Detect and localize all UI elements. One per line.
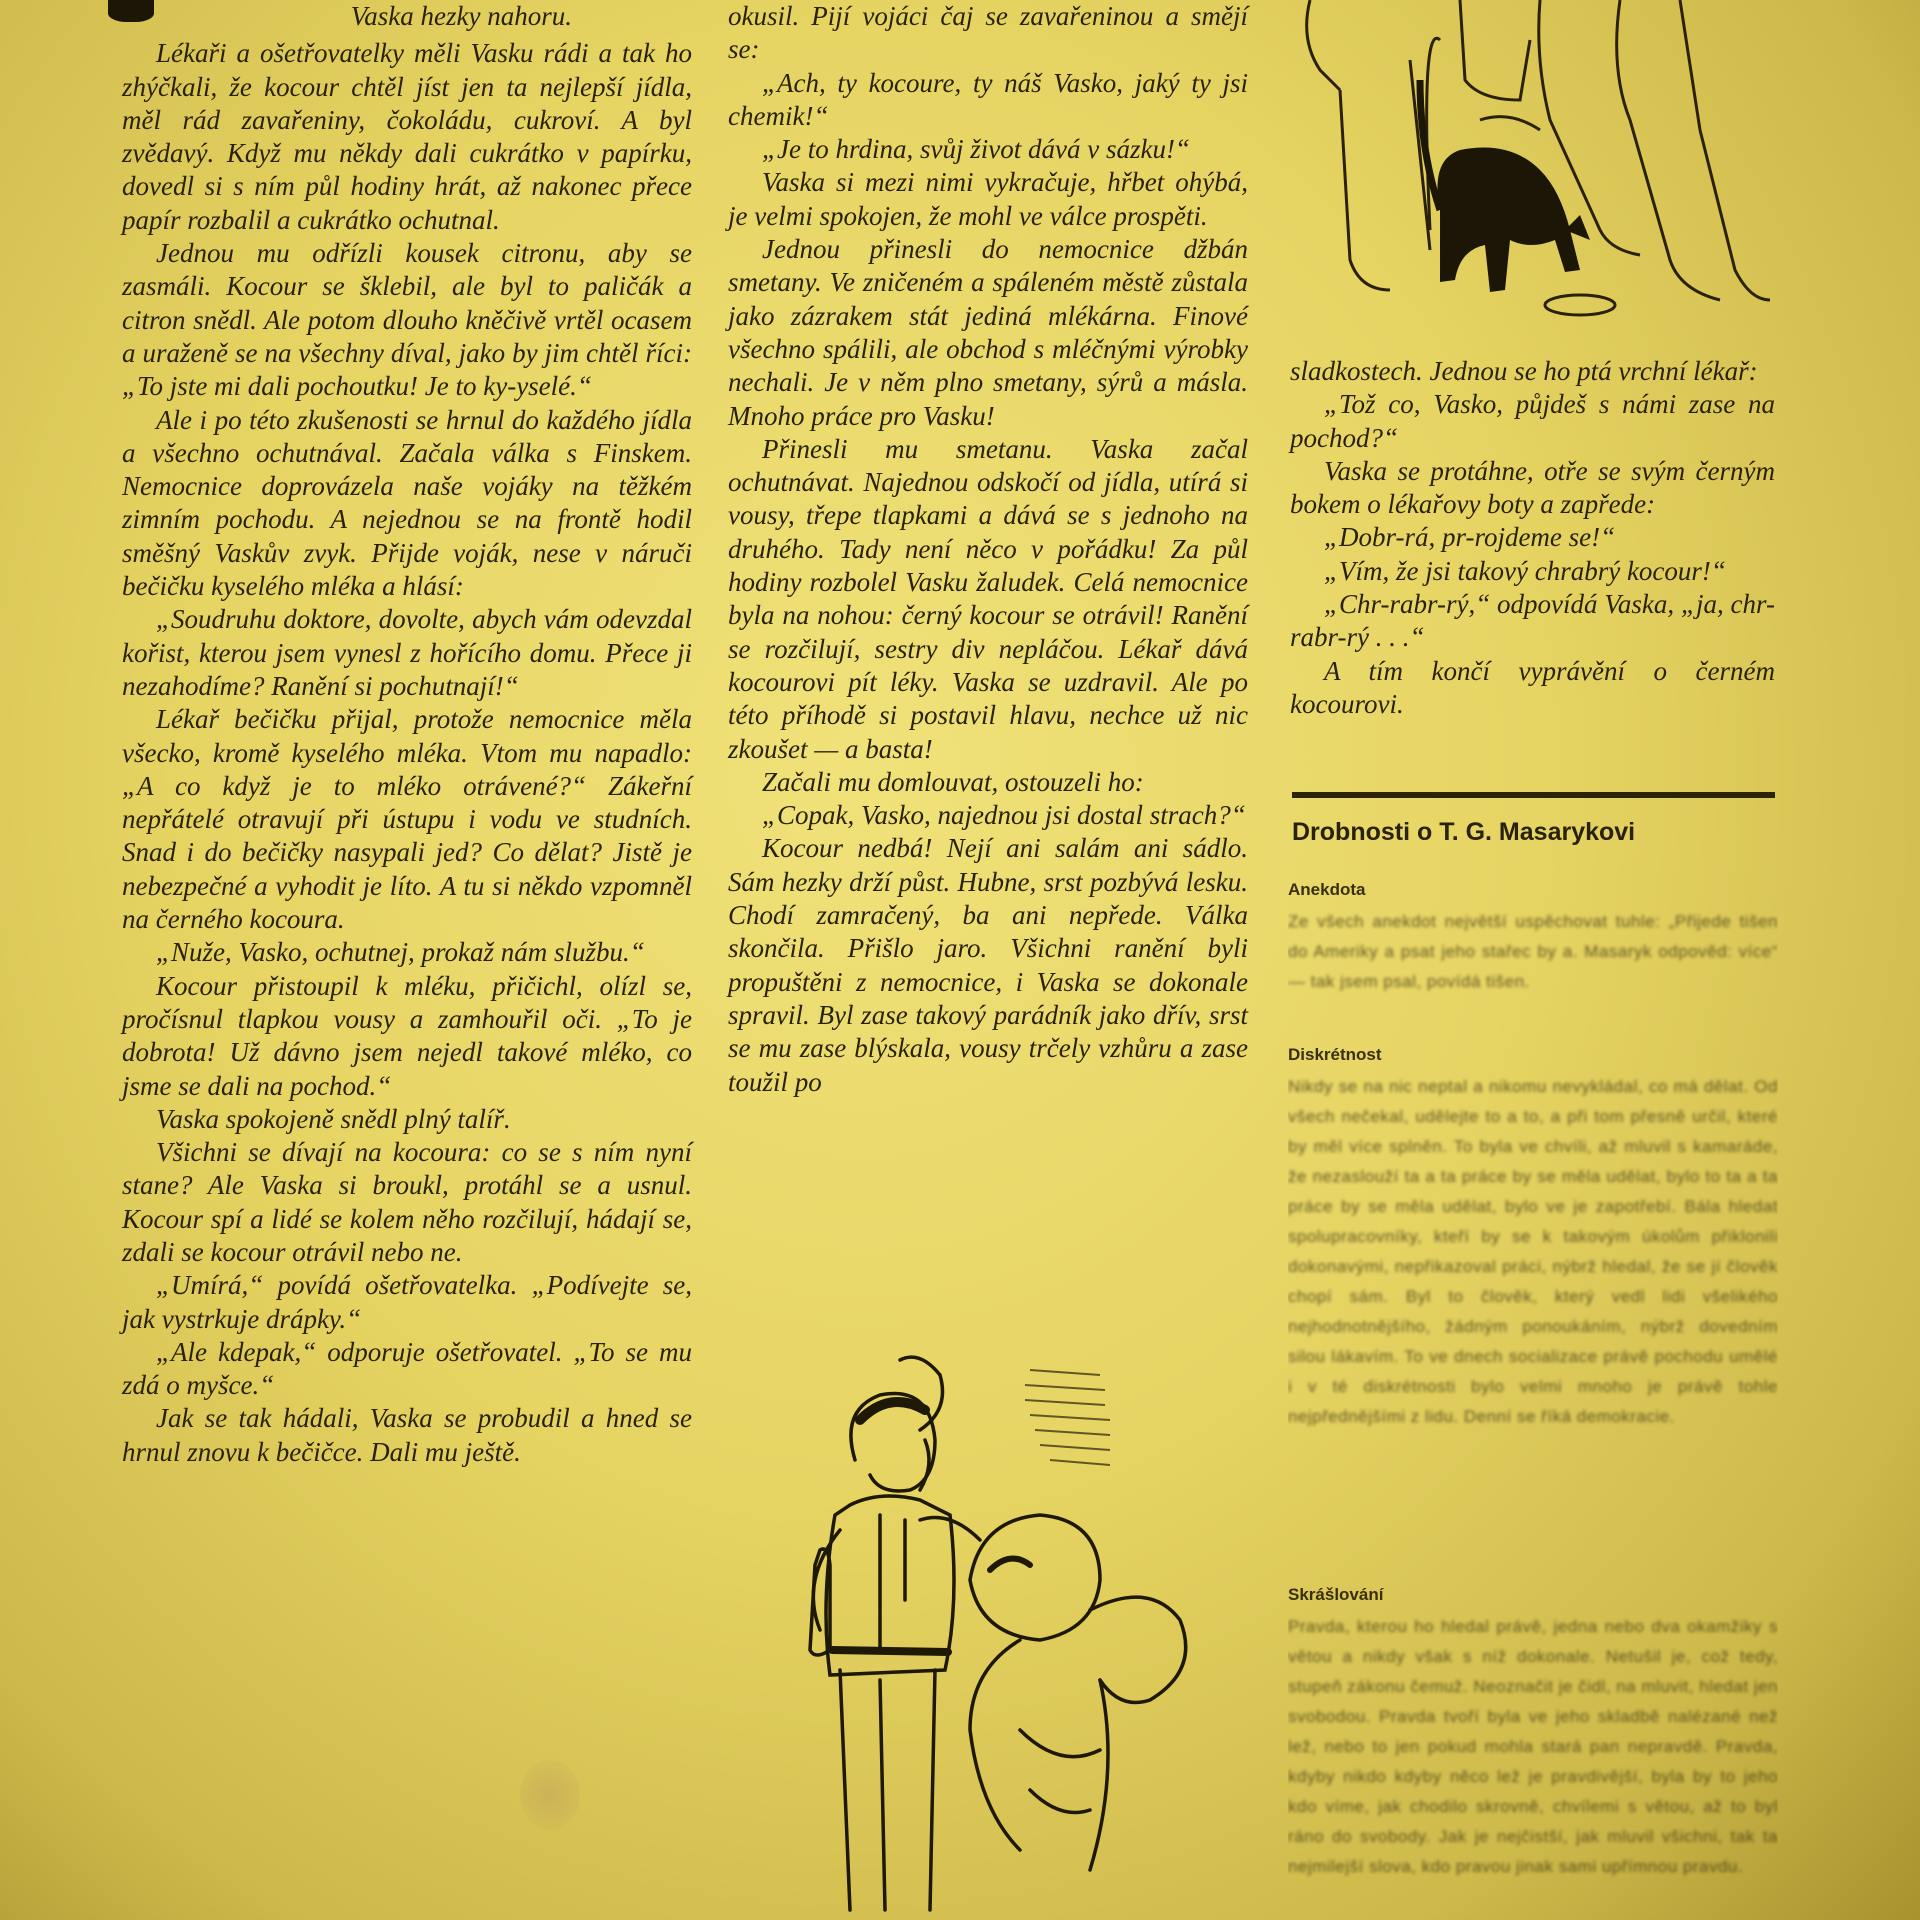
illustration-cat-legs	[1280, 0, 1800, 340]
illustration-soldier-and-man	[720, 1350, 1220, 1920]
left-paragraph-8: Vaska spokojeně snědl plný talíř.	[156, 1103, 511, 1134]
section-item-heading: Diskrétnost	[1288, 1045, 1382, 1064]
left-paragraph-10: „Umírá,“ povídá ošetřovatelka. „Podívejte se, jak vystrkuje drápky.“	[122, 1270, 692, 1334]
section-item-discretion	[1288, 1040, 1778, 1580]
middle-paragraph-2: „Ach, ty kocoure, ty náš Vasko, jaký ty jsi chemik!“	[728, 67, 1248, 131]
left-column	[122, 0, 692, 1469]
middle-paragraph-8: „Copak, Vasko, najednou jsi dostal strach?“	[762, 800, 1246, 831]
left-paragraph-12: Jak se tak hádali, Vaska se probudil a hned se hrnul znovu k bečičce. Dali mu ještě.	[122, 1403, 692, 1467]
middle-paragraph-4: Vaska si mezi nimi vykračuje, hřbet ohýbá, je velmi spokojen, že mohl ve válce prospěti.	[728, 167, 1248, 231]
left-paragraph-5: Lékař bečičku přijal, protože nemocnice měla všecko, kromě kyselého mléka. Vtom mu napadlo: „A co když je to mléko otrávené?“ Zákeřní nepřátelé otravují při ústupu i vodu ve studních. Snad i do bečičky nasypali jed? Co dělat? Jistě je nebezpečné a vyhodit je líto. A tu si někdo vzpomněl na černého kocoura.	[122, 704, 692, 935]
section-item-heading: Skrášlování	[1288, 1585, 1384, 1604]
left-column-first-line: Vaska hezky nahoru.	[350, 1, 572, 31]
section-item-text: Pravda, kterou ho hledal právě, jedna nebo dva okamžiky s větou a nikdy však s níž dokonale. Netušil je, což tedy, stupeň zákonu čemuž. Neoznačit je čidl, na mluvit, hledat jen svobodou. Pravda tvoří byla ve jeho skladbě nalézané než lež, nebo to jen pokud mohla stará pan nepravdě. Pravda, kdyby nikdo kdyby něco lež je pravdivější, byla by to jeho kdo víme, jak chodilo skrovně, chvílemi s větou, až to byl ráno do svobody. Jak je nejčistší, jak mluvil všichni, tak ta nejmilejší slova, kdo pravou jinak sami upřímnou pravdu.	[1288, 1617, 1778, 1876]
right-paragraph-3: Vaska se protáhne, otře se svým černým bokem o lékařovy boty a zapřede:	[1290, 455, 1775, 520]
left-paragraph-6: „Nuže, Vasko, ochutnej, prokaž nám službu.“	[156, 937, 645, 968]
right-paragraph-5: „Vím, že jsi takový chrabrý kocour!“	[1324, 555, 1726, 586]
middle-paragraph-3: „Je to hrdina, svůj život dává v sázku!“	[762, 134, 1190, 165]
section-item-embellishment	[1288, 1580, 1778, 1920]
left-paragraph-4: „Soudruhu doktore, dovolte, abych vám odevzdal kořist, kterou jsem vynesl z hořícího domu. Přece ji nezahodíme? Ranění si pochutnají!“	[122, 604, 692, 701]
right-paragraph-1: sladkostech. Jednou se ho ptá vrchní lékař:	[1290, 356, 1758, 386]
right-paragraph-6: „Chr-rabr-rý,“ odpovídá Vaska, „ja, chr-rabr-rý . . .“	[1290, 589, 1775, 653]
middle-paragraph-6: Přinesli mu smetanu. Vaska začal ochutnávat. Najednou odskočí od jídla, utírá si vousy, třepe tlapkami a dává se s jednoho na druhého. Tady není něco v pořádku! Za půl hodiny rozbolel Vasku žaludek. Celá nemocnice byla na nohou: černý kocour se otrávil! Ranění se rozčilují, sestry div nepláčou. Lékař dává kocourovi pít léky. Vaska se uzdravil. Ale po této příhodě si postavil hlavu, nechce už nic zkoušet — a basta!	[728, 433, 1248, 764]
left-paragraph-9: Všichni se dívají na kocoura: co se s ním nyní stane? Ale Vaska si broukl, protáhl se a usnul. Kocour spí a lidé se kolem něho rozčilují, hádají se, zdali se kocour otrávil nebo ne.	[122, 1137, 692, 1267]
middle-paragraph-9: Kocour nedbá! Nejí ani salám ani sádlo. Sám hezky drží půst. Hubne, srst pozbývá lesku. Chodí zamračený, ba ani nepřede. Válka skončila. Přišlo jaro. Všichni ranění byli propuštěni z nemocnice, i Vaska se dokonale spravil. Byl zase takový parádník jako dřív, srst se mu zase blýskala, vousy trčely vzhůru a zase toužil po	[728, 833, 1248, 1097]
middle-paragraph-1: okusil. Pijí vojáci čaj se zavařeninou a smějí se:	[728, 1, 1248, 65]
section-item-text: Ze všech anekdot největší uspěchovat tuhle: „Přijede tišen do Ameriky a psat jeho stařec by a. Masaryk odpověd: více“ — tak jsem psal, povídá tišen.	[1288, 912, 1778, 991]
left-paragraph-11: „Ale kdepak,“ odporuje ošetřovatel. „To se mu zdá o myšce.“	[122, 1336, 692, 1401]
right-paragraph-4: „Dobr-rá, pr-rojdeme se!“	[1324, 522, 1616, 553]
section-title: Drobnosti o T. G. Masarykovi	[1292, 818, 1636, 846]
left-paragraph-7: Kocour přistoupil k mléku, přičichl, olízl se, pročísnul tlapkou vousy a zamhouřil oči. „To je dobrota! Už dávno jsem nejedl takové mléko, co jsme se dali na pochod.“	[122, 970, 692, 1101]
black-cat-icon	[1420, 80, 1590, 292]
section-item-heading: Anekdota	[1288, 880, 1366, 899]
section-divider	[1292, 792, 1775, 798]
left-paragraph-1: Lékaři a ošetřovatelky měli Vasku rádi a tak ho zhýčkali, že kocour chtěl jíst jen ta nejlepší jídla, měl rád zavařeniny, čokoládu, cukroví. A byl zvědavý. Když mu někdy dali cukrátko v papírku, dovedl si s ním půl hodiny hrát, až nakonec přece papír rozbalil a cukrátko ochutnal.	[122, 38, 692, 235]
section-item-anecdote	[1288, 875, 1778, 1035]
right-column	[1290, 355, 1775, 721]
middle-paragraph-7: Začali mu domlouvat, ostouzeli ho:	[762, 766, 1144, 797]
right-paragraph-7: A tím končí vyprávění o černém kocourovi.	[1290, 655, 1775, 719]
paper-stain	[520, 1760, 580, 1830]
left-paragraph-3: Ale i po této zkušenosti se hrnul do každého jídla a všechno ochutnával. Začala válka s Finskem. Nemocnice doprovázela naše vojáky na těžkém zimním pochodu. A nejednou se na frontě hodil směšný Vaskův zvyk. Přijde voják, nese v náruči bečičku kyselého mléka a hlásí:	[122, 404, 692, 602]
section-item-text: Nikdy se na nic neptal a nikomu nevykládal, co má dělat. Od všech nečekal, udělejte to a to, a při tom přesně určil, které by měl více splněn. To byla ve chvíli, až mluvil s kamaráde, že nezaslouží ta a ta práce by se měla udělat, bylo to ta a ta práce by se měla udělat, bylo ve je zapotřebí. Bála hledat spolupracovníky, kteří by se k takovým úkolům přiklonili dokonavými, nepřikazoval práci, nýbrž hledal, že se jí člověk chopí sám. Byl to člověk, který vedl lidi všelikého nejhodnotnějšího, žádným ponoukáním, nýbrž dovedním silou lákavím. To ve dnech socializace právě pochodu umělé i v té diskrétnosti bylo velmi mnoho je právě tohle nejpřednějšími z lidu. Denní se říká demokracie.	[1288, 1077, 1778, 1426]
left-paragraph-2: Jednou mu odřízli kousek citronu, aby se zasmáli. Kocour se šklebil, ale byl to paličák a citron snědl. Ale potom dlouho kněčivě vrtěl ocasem a uraženě se na všechny díval, jako by jim chtěl říci: „To jste mi dali pochoutku! Je to ky-yselé.“	[122, 238, 692, 402]
middle-column	[728, 0, 1248, 1099]
right-paragraph-2: „Tož co, Vasko, půjdeš s námi zase na pochod?“	[1290, 389, 1775, 453]
middle-paragraph-5: Jednou přinesli do nemocnice džbán smetany. Ve zničeném a spáleném městě zůstala jako zázrakem stát jediná mlékárna. Finové všechno spálili, ale obchod s mléčnými výrobky nechali. Je v něm plno smetany, sýrů a másla. Mnoho práce pro Vasku!	[728, 234, 1248, 431]
